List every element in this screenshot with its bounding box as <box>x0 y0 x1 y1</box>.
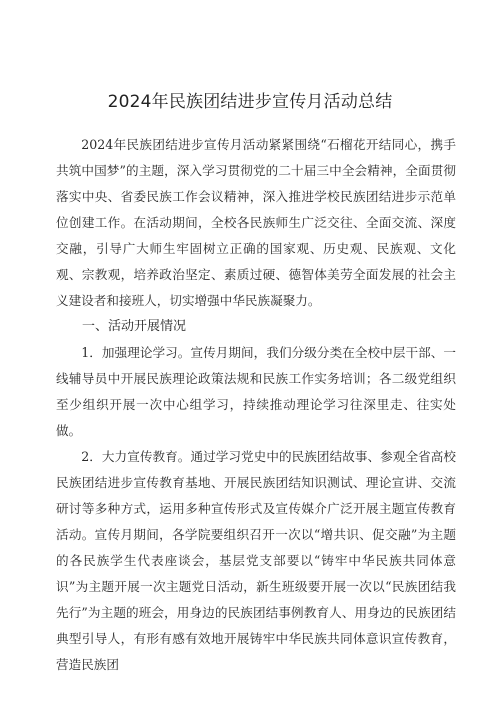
list-item-theory-study: 1．加强理论学习。宣传月期间，我们分级分类在全校中层干部、一线辅导员中开展民族理论政策法规和民族工作实务培训；各二级党组织至少组织开展一次中心组学习，持续推动理论学习往深里走、往实处做。 <box>56 345 456 438</box>
list-item-publicity-education: 2．大力宣传教育。通过学习党史中的民族团结故事、参观全省高校民族团结进步宣传教育基地、开展民族团结知识测试、理论宣讲、交流研讨等多种方式，运用多种宣传形式及宣传媒介广泛开展主题宣传教育活动。宣传月期间，各学院要组织召开一次以“增共识、促交融”为主题的各民族学生代表座谈会，基层党支部要以“铸牢中华民族共同体意识”为主题开展一次主题党日活动，新生班级要开展一次以“民族团结我先行”为主题的班会，用身边的民族团结事例教育人、用身边的民族团结典型引导人，有形有感有效地开展铸牢中华民族共同体意识宣传教育，营造民族团 <box>56 449 456 672</box>
section-heading: 一、活动开展情况 <box>82 319 187 334</box>
document-title: 2024年民族团结进步宣传月活动总结 <box>107 92 393 112</box>
intro-paragraph: 2024年民族团结进步宣传月活动紧紧围绕“石榴花开结同心，携手共筑中国梦”的主题，深入学习贯彻党的二十届三中全会精神，全面贯彻落实中央、省委民族工作会议精神，深入推进学校民族团结进步示范单位创建工作。在活动期间，全校各民族师生广泛交往、全面交流、深度交融，引导广大师生牢固树立正确的国家观、历史观、民族观、文化观、宗教观，培养政治坚定、素质过硬、德智体美劳全面发展的社会主义建设者和接班人，切实增强中华民族凝聚力。 <box>56 137 456 308</box>
document-body <box>56 132 456 678</box>
